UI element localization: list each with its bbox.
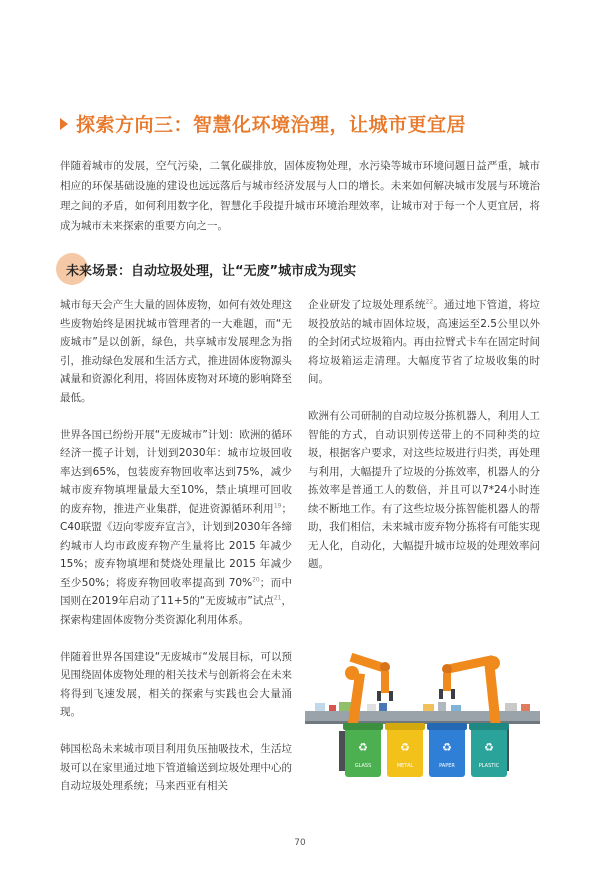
svg-text:PAPER: PAPER	[439, 763, 455, 769]
section-heading	[60, 110, 466, 137]
paragraph-left-1: 城市每天会产生大量的固体废物，如何有效处理这些废物始终是困扰城市管理者的一大难题，而“无废城市”是以创新，绿色，共享城市发展理念为指引，推动绿色发展和生活方式，推进固体废物源头减量和资源化利用，将固体废物对环境的影响降至最低。	[60, 299, 292, 404]
intro-text: 伴随着城市的发展，空气污染，二氧化碳排放，固体废物处理，水污染等城市环境问题日益严重，城市相应的环保基础设施的建设也远远落后与城市经济发展与人口的增长。未来如何解决城市发展与环境治理之间的矛盾，如何利用数字化，智慧化手段提升城市环境治理效率，让城市对于每一个人更宜居，将成为城市未来探索的重要方向之一。	[60, 160, 540, 232]
right-column	[308, 296, 540, 592]
paragraph-left-2-part-a: 世界各国已纷纷开展“无废城市”计划：欧洲的循环经济一揽子计划，计划到2030年：城市垃圾回收率达到65%，包装废弃物回收率达到75%，减少城市废弃物填埋量最大至10%，禁止填埋可回收的废弃物，推进产业集群，促进资源循环利用	[60, 428, 292, 515]
sub-heading	[56, 253, 356, 285]
svg-text:♻: ♻	[358, 741, 368, 754]
sub-heading-title: 未来场景：自动垃圾处理，让“无废”城市成为现实	[66, 263, 357, 279]
paragraph-left-4: 韩国松岛未来城市项目利用负压抽吸技术，生活垃圾可以在家里通过地下管道输送到垃圾处理中心的自动垃圾处理系统；马来西亚有相关	[60, 743, 292, 792]
intro-paragraph	[60, 156, 540, 236]
conveyor-belt	[305, 711, 540, 721]
paragraph-left-2-part-b: ；C40联盟《迈向零废弃宣言》，计划到2030年各缔约城市人均市政废弃物产生量将比 2015 年减少 15%；废弃物填埋和焚烧处理量比 2015 年减少至少50%；将废弃物回收率提高到 70%	[60, 502, 292, 589]
section-heading-title: 探索方向三：智慧化环境治理，让城市更宜居	[76, 114, 467, 136]
recycling-bin-metal	[385, 723, 425, 777]
recycling-bin-paper	[427, 723, 467, 777]
paragraph-right-1-part-a: 企业研发了垃圾处理系统	[308, 299, 426, 311]
svg-text:♻: ♻	[484, 741, 494, 754]
paragraph-right-1	[308, 296, 540, 389]
paragraph-right-1-part-b: 。通过地下管道，将垃圾投放站的城市固体垃圾，高速运至2.5公里以外的全封闭式垃圾箱内。再由拉臂式卡车在固定时间将垃圾箱运走清理。大幅度节省了垃圾收集的时间。	[308, 299, 541, 385]
footnote-ref-19: 19	[273, 502, 282, 509]
footnote-ref-22: 22	[425, 298, 434, 306]
paragraph-right-2: 欧洲有公司研制的自动垃圾分拣机器人，利用人工智能的方式，自动识别传送带上的不同种类的垃圾，根据客户要求，对这些垃圾进行归类，再处理与利用，大幅提升了垃圾的分拣效率，机器人的分拣效率是普通工人的数倍，并且可以7*24小时连续不断地工作。有了这些垃圾分拣智能机器人的帮助，我们相信，未来城市废弃物分拣将有可能实现无人化，自动化，大幅提升城市垃圾的处理效率问题。	[308, 410, 540, 570]
paragraph-left-2-part-c: ；而中国则在2019年启动了11+5的“无废城市”试点	[60, 576, 293, 607]
svg-text:GLASS: GLASS	[354, 763, 372, 769]
paragraph-left-2	[60, 426, 292, 630]
recycling-robot-illustration	[305, 643, 540, 783]
svg-text:♻: ♻	[400, 741, 410, 754]
page-number: 70	[294, 838, 306, 848]
svg-text:♻: ♻	[442, 741, 452, 754]
left-column	[60, 296, 292, 814]
svg-text:METAL: METAL	[396, 763, 414, 769]
recycling-bin-glass	[343, 723, 383, 777]
svg-text:PLASTIC: PLASTIC	[478, 763, 500, 769]
recycling-bins	[343, 723, 509, 777]
footnote-ref-20: 20	[252, 576, 260, 583]
triangle-bullet-icon	[60, 118, 68, 130]
paragraph-left-3: 伴随着世界各国建设“无废城市“发展目标，可以预见围绕固体废物处理的相关技术与创新将会在未来将得到飞速发展，相关的探索与实践也会大量涌现。	[60, 650, 292, 718]
footnote-ref-21: 21	[273, 594, 282, 602]
paragraph-left-2-part-d: ，探索构建固体废物分类资源化利用体系。	[60, 595, 292, 626]
recycling-bin-plastic	[469, 723, 509, 777]
